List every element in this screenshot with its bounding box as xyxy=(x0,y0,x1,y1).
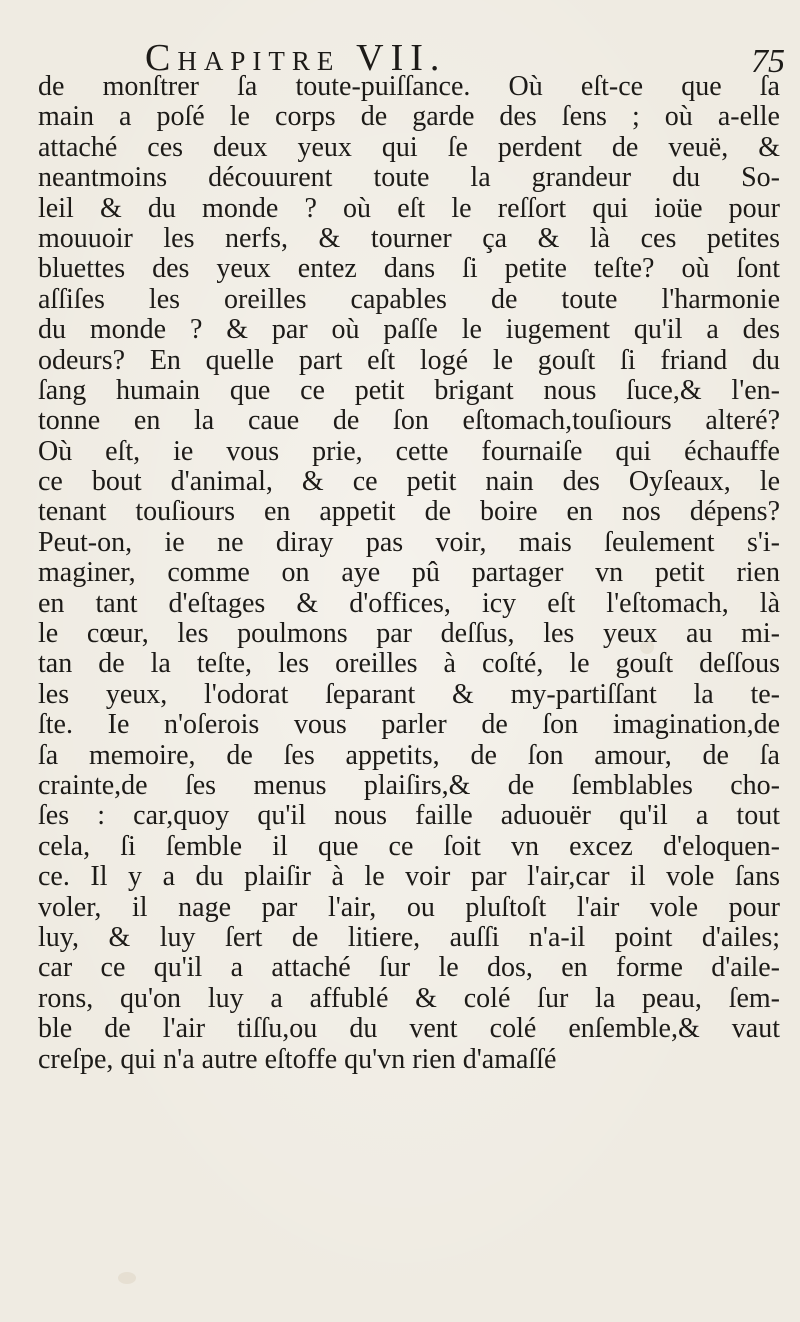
text-line: tonne en la caue de ſon eſtomach,touſiours alteré? xyxy=(38,406,780,437)
text-line: luy, & luy ſert de litiere, auſſi n'a-il point d'ailes; xyxy=(38,922,780,953)
text-line: tan de la teſte, les oreilles à coſté, le gouſt deſſous xyxy=(38,649,780,680)
text-line: odeurs? En quelle part eſt logé le gouſt ſi friand du xyxy=(38,345,780,376)
text-line: Où eſt, ie vous prie, cette fournaiſe qui échauffe xyxy=(38,436,780,467)
text-line: creſpe, qui n'a autre eſtoffe qu'vn rien d'amaſſé xyxy=(38,1044,557,1075)
text-line: mouuoir les nerfs, & tourner ça & là ces petites xyxy=(38,223,780,254)
text-line: neantmoins découurent toute la grandeur du So- xyxy=(38,163,780,194)
text-line: aſſiſes les oreilles capables de toute l'harmonie xyxy=(38,284,780,315)
text-line: attaché ces deux yeux qui ſe perdent de veuë, & xyxy=(38,132,780,163)
page-number: 75 xyxy=(751,43,785,80)
text-line: rons, qu'on luy a affublé & colé ſur la peau, ſem- xyxy=(38,983,780,1014)
text-line: bluettes des yeux entez dans ſi petite teſte? où ſont xyxy=(38,254,780,285)
text-line: du monde ? & par où paſſe le iugement qu'il a des xyxy=(38,315,780,346)
text-line: Peut-on, ie ne diray pas voir, mais ſeulement s'i- xyxy=(38,527,780,558)
text-line: ſte. Ie n'oſerois vous parler de ſon imagination,de xyxy=(38,710,780,741)
text-line: ce bout d'animal, & ce petit nain des Oyſeaux, le xyxy=(38,467,780,498)
text-line: ce. Il y a du plaiſir à le voir par l'air,car il vole ſans xyxy=(38,862,780,893)
text-line: crainte,de ſes menus plaiſirs,& de ſemblables cho- xyxy=(38,770,780,801)
text-line: cela, ſi ſemble il que ce ſoit vn excez d'eloquen- xyxy=(38,831,780,862)
text-line: leil & du monde ? où eſt le reſſort qui ioüe pour xyxy=(38,193,780,224)
text-line: car ce qu'il a attaché ſur le dos, en forme d'aile- xyxy=(38,953,780,984)
text-line: les yeux, l'odorat ſeparant & my-partiſſant la te- xyxy=(38,679,780,710)
text-line: ſang humain que ce petit brigant nous ſuce,& l'en- xyxy=(38,375,780,406)
chapter-title: Chapitre VII. xyxy=(145,37,447,79)
body-text xyxy=(38,72,780,1075)
text-line: main a poſé le corps de garde des ſens ; où a-elle xyxy=(38,102,780,133)
text-line: ſes : car,quoy qu'il nous faille aduouër qu'il a tout xyxy=(38,801,780,832)
text-line: ſa memoire, de ſes appetits, de ſon amour, de ſa xyxy=(38,740,780,771)
paper-stain xyxy=(118,1272,136,1284)
text-line: en tant d'eſtages & d'offices, icy eſt l'eſtomach, là xyxy=(38,588,780,619)
text-line: le cœur, les poulmons par deſſus, les yeux au mi- xyxy=(38,619,780,650)
text-line: tenant touſiours en appetit de boire en nos dépens? xyxy=(38,497,780,528)
text-line: ble de l'air tiſſu,ou du vent colé enſemble,& vaut xyxy=(38,1014,780,1045)
text-line: voler, il nage par l'air, ou pluſtoſt l'air vole pour xyxy=(38,892,780,923)
text-line: maginer, comme on aye pû partager vn petit rien xyxy=(38,558,780,589)
text-line: de monſtrer ſa toute-puiſſance. Où eſt-ce que ſa xyxy=(38,72,780,102)
